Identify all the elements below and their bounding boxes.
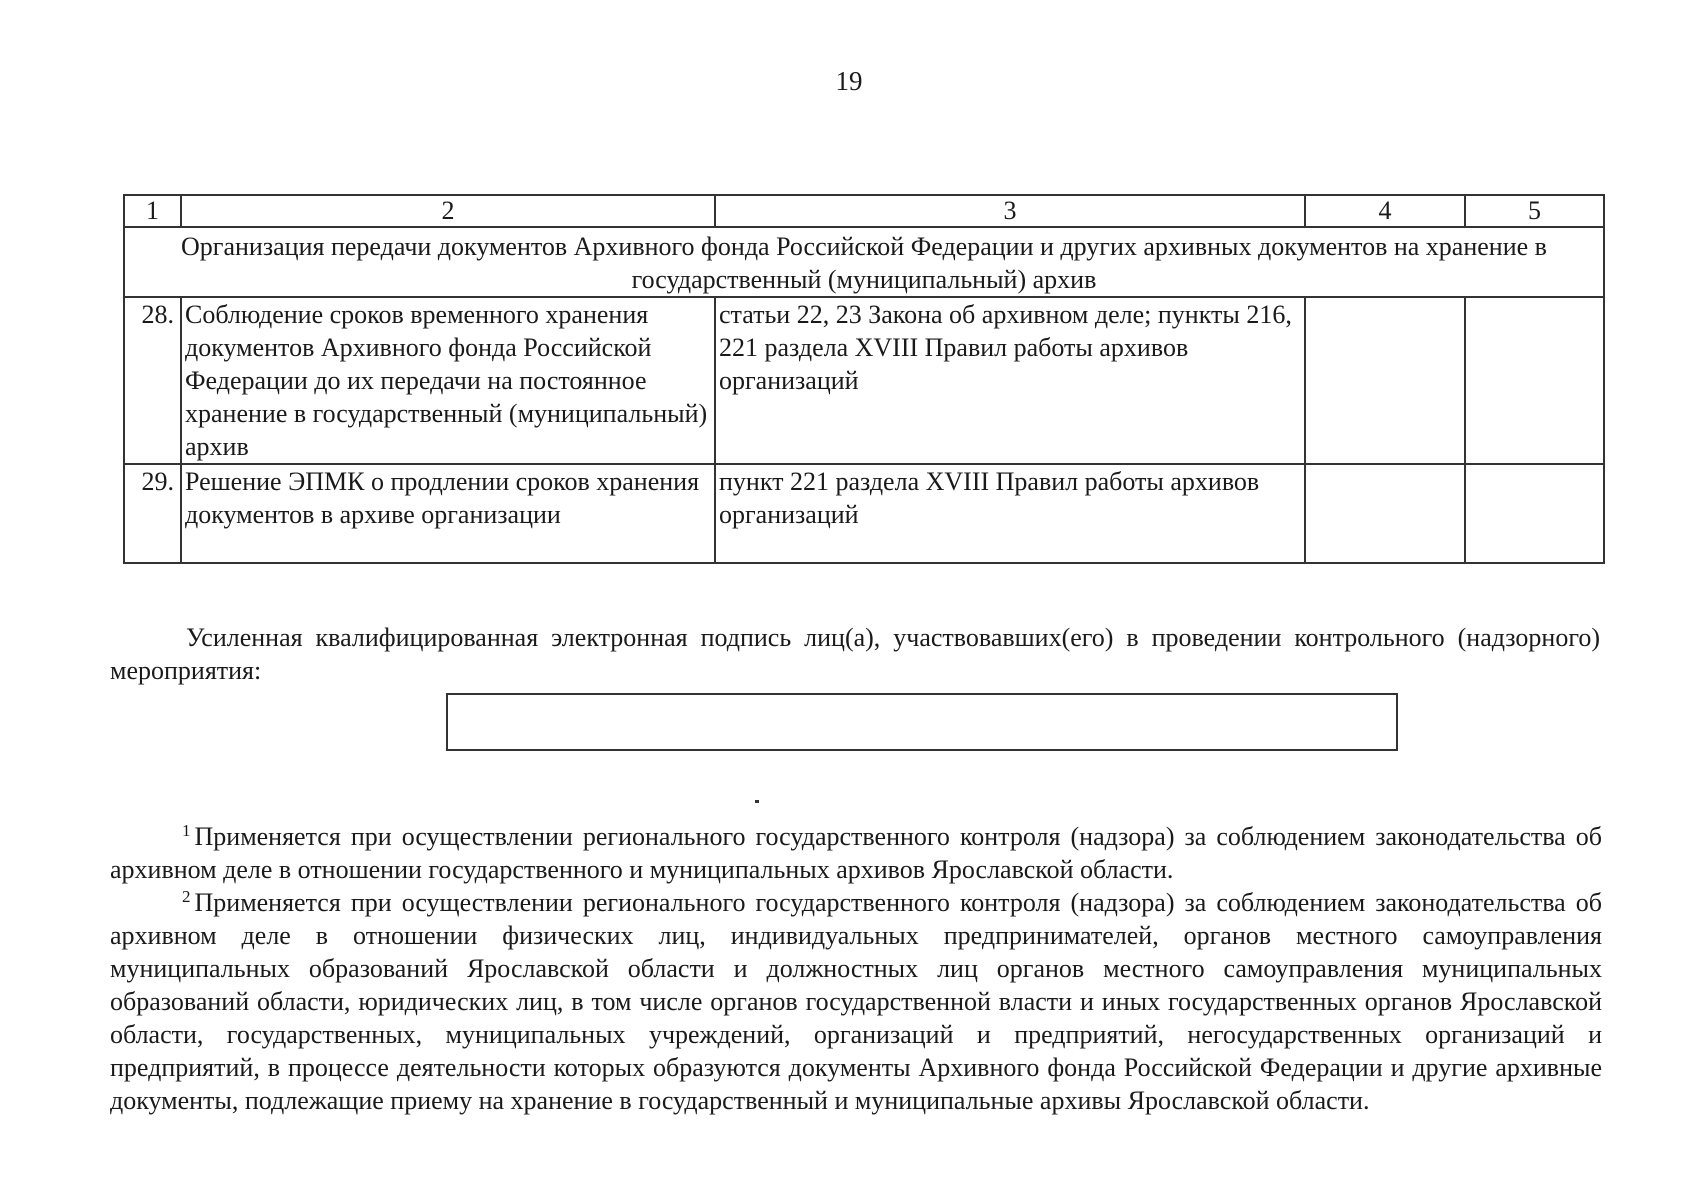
note-cell [1465, 297, 1604, 464]
column-number-4: 4 [1305, 195, 1465, 227]
section-row [124, 227, 1604, 297]
legal-reference-cell: пункт 221 раздела XVIII Правил работы архивов организаций [715, 464, 1305, 563]
table-header-row [124, 195, 1604, 227]
row-number: 29. [124, 464, 181, 563]
note-cell [1465, 464, 1604, 563]
checklist-table [123, 194, 1605, 564]
footnote-text: Применяется при осуществлении регионального государственного контроля (надзора) за соблюдением законодательства об архивном деле в отношении физических лиц, индивидуальных предпринимателей, органов местного самоуправления муниципальных образований Ярославской области и должностных лиц органов местного самоуправления муниципальных образований области, юридических лиц, в том числе органов государственной власти и иных государственных органов Ярославской области, государственных, муниципальных учреждений, организаций и предприятий, негосударственных организаций и предприятий, в процессе деятельности которых образуются документы Архивного фонда Российской Федерации и другие архивные документы, подлежащие приему на хранение в государственный и муниципальные архивы Ярославской области. [110, 888, 1602, 1115]
column-number-5: 5 [1465, 195, 1604, 227]
footnote-mark: 2 [182, 887, 191, 906]
section-title: Организация передачи документов Архивного фонда Российской Федерации и других архивных документов на хранение в государственный (муниципальный) архив [124, 227, 1604, 297]
footnote-mark: 1 [182, 821, 191, 840]
requirement-cell: Соблюдение сроков временного хранения документов Архивного фонда Российской Федерации до их передачи на постоянное хранение в государственный (муниципальный) архив [181, 297, 715, 464]
page-number: 19 [835, 66, 863, 96]
signature-caption: Усиленная квалифицированная электронная подпись лиц(а), участвовавших(его) в проведении контрольного (надзорного) мероприятия: [110, 623, 1600, 685]
column-number-3: 3 [715, 195, 1305, 227]
footnote-text: Применяется при осуществлении регионального государственного контроля (надзора) за соблюдением законодательства об архивном деле в отношении государственного и муниципальных архивов Ярославской области. [110, 822, 1602, 884]
table-row [124, 464, 1604, 563]
row-number: 28. [124, 297, 181, 464]
legal-reference-cell: статьи 22, 23 Закона об архивном деле; пункты 216, 221 раздела XVIII Правил работы архивов организаций [715, 297, 1305, 464]
answer-cell [1305, 464, 1465, 563]
requirement-cell: Решение ЭПМК о продлении сроков хранения документов в архиве организации [181, 464, 715, 563]
table-row [124, 297, 1604, 464]
footnote-separator [755, 800, 759, 803]
column-number-2: 2 [181, 195, 715, 227]
footnotes [110, 820, 1602, 1117]
answer-cell [1305, 297, 1465, 464]
footnote-1 [110, 820, 1602, 886]
column-number-1: 1 [124, 195, 181, 227]
footnote-2 [110, 886, 1602, 1117]
signature-box [446, 693, 1398, 751]
